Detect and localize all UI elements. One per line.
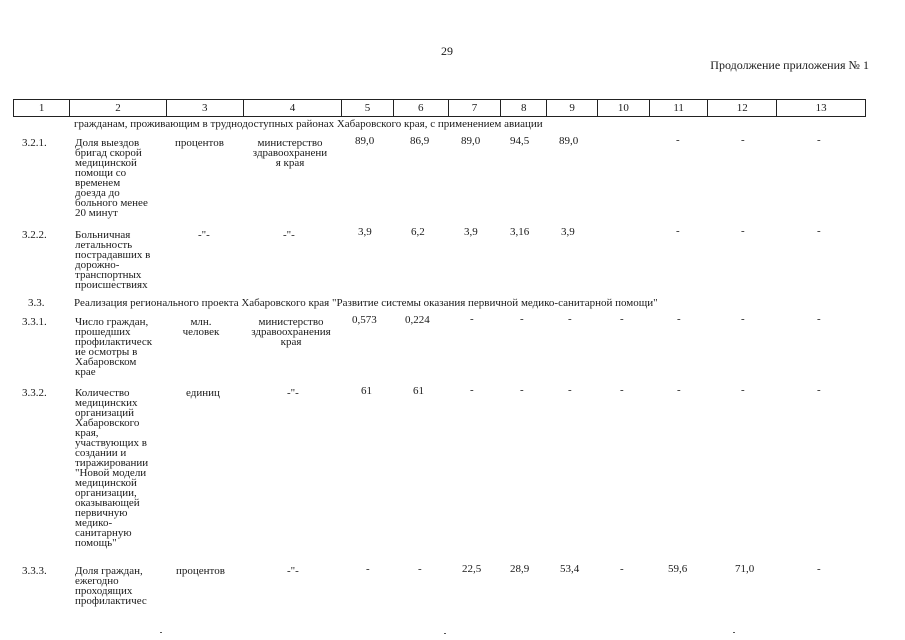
unit-of-measure: процентов — [176, 565, 225, 577]
column-header: 11 — [650, 100, 708, 116]
value-col-7: 3,9 — [464, 226, 478, 238]
row-number: 3.3.1. — [22, 316, 47, 328]
value-col-10: - — [620, 313, 624, 325]
value-col-9: - — [568, 384, 572, 396]
column-header: 5 — [342, 100, 393, 116]
value-col-11: - — [677, 313, 681, 325]
value-col-11: - — [676, 134, 680, 146]
section-number: 3.3. — [28, 297, 45, 309]
value-col-13: - — [817, 563, 821, 575]
indicator-name: Количество медицинских организаций Хабаровского края, участвующих в создании и тиражировании "Новой модели медицинской организации, оказывающей первичную медико- санитарную помощь" — [75, 387, 149, 549]
value-col-8: 28,9 — [510, 563, 530, 575]
unit-of-measure: единиц — [186, 387, 220, 399]
value-col-8: 3,16 — [510, 226, 530, 238]
table-header-row — [13, 99, 866, 117]
column-header: 6 — [394, 100, 449, 116]
section-title: Реализация регионального проекта Хабаровского края "Развитие системы оказания первичной медико-санитарной помощи" — [74, 297, 658, 309]
value-col-11: - — [677, 384, 681, 396]
unit-of-measure: -"- — [198, 229, 210, 241]
indicator-name: Число граждан, прошедших профилактическ ие осмотры в Хабаровском крае — [75, 316, 153, 378]
section-continuation-text: гражданам, проживающим в труднодоступных районах Хабаровского края, с применением авиации — [74, 118, 543, 130]
row-number: 3.2.1. — [22, 137, 47, 149]
responsible-organization: -"- — [283, 229, 295, 241]
page-number: 29 — [441, 44, 453, 58]
indicator-name: Доля граждан, ежегодно проходящих профилактичес — [75, 565, 147, 607]
value-col-9: 3,9 — [561, 226, 575, 238]
value-col-13: - — [817, 384, 821, 396]
value-col-7: - — [470, 313, 474, 325]
column-header: 9 — [547, 100, 597, 116]
value-col-11: 59,6 — [668, 563, 688, 575]
row-number: 3.3.3. — [22, 565, 47, 577]
value-col-9: - — [568, 313, 572, 325]
value-col-7: 89,0 — [461, 135, 481, 147]
column-header: 12 — [708, 100, 777, 116]
value-col-5: 0,573 — [352, 314, 377, 326]
responsible-organization: -"- — [287, 565, 299, 577]
value-col-12: - — [741, 225, 745, 237]
responsible-organization: министерство здравоохранения края — [251, 316, 331, 348]
value-col-10: - — [620, 384, 624, 396]
scan-speck — [444, 633, 446, 634]
column-header: 3 — [167, 100, 244, 116]
indicator-name: Доля выездов бригад скорой медицинской помощи со временем доезда до больного менее 20 минут — [75, 137, 148, 219]
value-col-12: - — [741, 134, 745, 146]
value-col-12: 71,0 — [735, 563, 755, 575]
unit-of-measure: процентов — [175, 137, 224, 149]
value-col-11: - — [676, 225, 680, 237]
column-header: 2 — [70, 100, 167, 116]
value-col-6: 6,2 — [411, 226, 425, 238]
value-col-12: - — [741, 313, 745, 325]
value-col-9: 89,0 — [559, 135, 579, 147]
value-col-13: - — [817, 313, 821, 325]
value-col-8: 94,5 — [510, 135, 530, 147]
value-col-6: 61 — [413, 385, 424, 397]
value-col-7: 22,5 — [462, 563, 482, 575]
appendix-continuation-note: Продолжение приложения № 1 — [710, 58, 869, 72]
value-col-5: - — [366, 563, 370, 575]
scan-speck — [733, 632, 735, 633]
unit-of-measure: млн. человек — [182, 316, 220, 338]
value-col-6: - — [418, 563, 422, 575]
column-header: 8 — [501, 100, 547, 116]
value-col-6: 0,224 — [405, 314, 430, 326]
column-header: 7 — [449, 100, 501, 116]
value-col-9: 53,4 — [560, 563, 580, 575]
value-col-12: - — [741, 384, 745, 396]
column-header: 10 — [598, 100, 650, 116]
row-number: 3.3.2. — [22, 387, 47, 399]
value-col-8: - — [520, 313, 524, 325]
value-col-8: - — [520, 384, 524, 396]
value-col-6: 86,9 — [410, 135, 430, 147]
scan-speck — [160, 632, 162, 633]
responsible-organization: министерство здравоохранени я края — [252, 137, 328, 169]
value-col-13: - — [817, 134, 821, 146]
column-header: 1 — [14, 100, 70, 116]
column-header: 4 — [244, 100, 343, 116]
value-col-5: 61 — [361, 385, 372, 397]
row-number: 3.2.2. — [22, 229, 47, 241]
responsible-organization: -"- — [287, 387, 299, 399]
value-col-7: - — [470, 384, 474, 396]
value-col-5: 3,9 — [358, 226, 372, 238]
indicator-name: Больничная летальность пострадавших в дорожно- транспортных происшествиях — [75, 229, 151, 291]
value-col-5: 89,0 — [355, 135, 375, 147]
column-header: 13 — [815, 102, 827, 114]
value-col-13: - — [817, 225, 821, 237]
value-col-10: - — [620, 563, 624, 575]
